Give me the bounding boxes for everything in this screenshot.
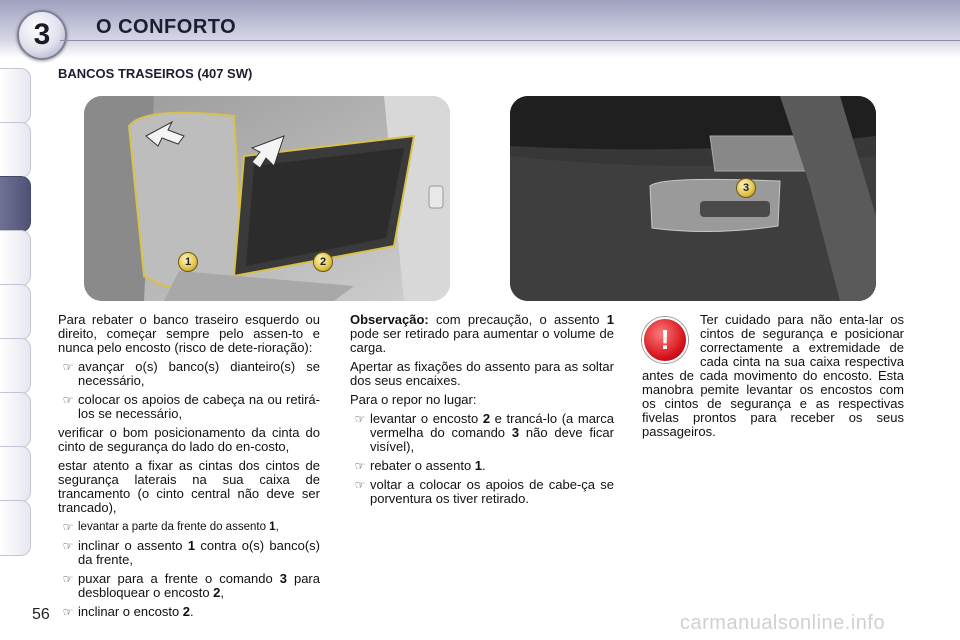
chapter-title: O CONFORTO bbox=[96, 16, 237, 38]
rear-seat-illustration bbox=[84, 96, 450, 301]
list-item: ☞ voltar a colocar os apoios de cabe-ça se porventura os tiver retirado. bbox=[350, 478, 614, 506]
chapter-tab-3-active[interactable] bbox=[0, 176, 31, 232]
callout-1-badge: 1 bbox=[178, 252, 198, 272]
chapter-tab-5[interactable] bbox=[0, 284, 31, 340]
chapter-number: 3 bbox=[33, 18, 51, 51]
callout-2-badge: 2 bbox=[313, 252, 333, 272]
chapter-header bbox=[0, 0, 960, 58]
chapter-tab-8[interactable] bbox=[0, 446, 31, 502]
warning-exclamation-icon: ! bbox=[642, 317, 688, 363]
chapter-badge bbox=[17, 10, 67, 60]
pointing-hand-icon: ☞ bbox=[62, 572, 74, 586]
paragraph: verificar o bom posicionamento da cinta do cinto de segurança do lado do en-costo, bbox=[58, 425, 320, 454]
list-item: ☞ puxar para a frente o comando 3 para desbloquear o encosto 2, bbox=[58, 572, 320, 600]
intro-text: Para rebater o banco traseiro esquerdo ou direito, começar sempre pelo assen-to e nunca pelo encosto (risco de dete-rioração): bbox=[58, 312, 320, 355]
chapter-tab-2[interactable] bbox=[0, 122, 31, 178]
paragraph: estar atento a fixar as cintas dos cintos de segurança laterais na sua caixa de trancamento (o cinto central não deve ser trancado), bbox=[58, 458, 320, 515]
observation-label: Observação: bbox=[350, 312, 429, 327]
list-item: ☞ avançar o(s) banco(s) dianteiro(s) se necessário, bbox=[58, 360, 320, 388]
chapter-tab-6[interactable] bbox=[0, 338, 31, 394]
list-item: ☞ colocar os apoios de cabeça na ou retirá-los se necessário, bbox=[58, 393, 320, 421]
list-item: ☞ inclinar o encosto 2. bbox=[58, 605, 320, 619]
chapter-tab-9[interactable] bbox=[0, 500, 31, 556]
pointing-hand-icon: ☞ bbox=[62, 605, 74, 619]
list-item: ☞ inclinar o assento 1 contra o(s) banco(s) da frente, bbox=[58, 539, 320, 567]
pointing-hand-icon: ☞ bbox=[62, 520, 74, 534]
observation-paragraph: Observação: com precaução, o assento 1 pode ser retirado para aumentar o volume de carga. bbox=[350, 312, 614, 355]
pointing-hand-icon: ☞ bbox=[62, 360, 74, 374]
list-item: ☞ levantar a parte da frente do assento 1, bbox=[58, 520, 320, 534]
pointing-hand-icon: ☞ bbox=[62, 539, 74, 553]
list-item: ☞ rebater o assento 1. bbox=[350, 459, 614, 473]
seat-release-photo bbox=[510, 96, 876, 301]
chapter-tab-1[interactable] bbox=[0, 68, 31, 124]
paragraph: Para o repor no lugar: bbox=[350, 392, 477, 407]
paragraph: Apertar as fixações do assento para as soltar dos seus encaixes. bbox=[350, 359, 614, 388]
pointing-hand-icon: ☞ bbox=[354, 478, 366, 492]
pointing-hand-icon: ☞ bbox=[354, 412, 366, 426]
watermark: carmanualsonline.info bbox=[680, 612, 886, 634]
callout-3-badge: 3 bbox=[736, 178, 756, 198]
list-item: ☞ levantar o encosto 2 e trancá-lo (a marca vermelha do comando 3 não deve ficar visível), bbox=[350, 412, 614, 454]
seat-release-illustration bbox=[510, 96, 876, 301]
chapter-tab-7[interactable] bbox=[0, 392, 31, 448]
page-number: 56 bbox=[32, 606, 50, 623]
warning-text: Ter cuidado para não enta-lar os cintos de segurança e posicionar correctamente a extremidade de cada cinta na sua caixa respectiva antes de cada movimento do encosto. Esta manobra pemite levantar os encostos com os cintos de segurança e as respectivas fivelas prontos para receber os seus passageiros. bbox=[642, 312, 904, 439]
instructions-column-1 bbox=[58, 313, 320, 624]
pointing-hand-icon: ☞ bbox=[354, 459, 366, 473]
instructions-column-2 bbox=[350, 313, 614, 511]
header-divider bbox=[60, 40, 960, 41]
chapter-tab-4[interactable] bbox=[0, 230, 31, 286]
rear-seat-photo bbox=[84, 96, 450, 301]
section-title: BANCOS TRASEIROS (407 SW) bbox=[58, 66, 253, 81]
pointing-hand-icon: ☞ bbox=[62, 393, 74, 407]
chapter-tabs bbox=[0, 68, 32, 578]
warning-column bbox=[642, 313, 904, 444]
